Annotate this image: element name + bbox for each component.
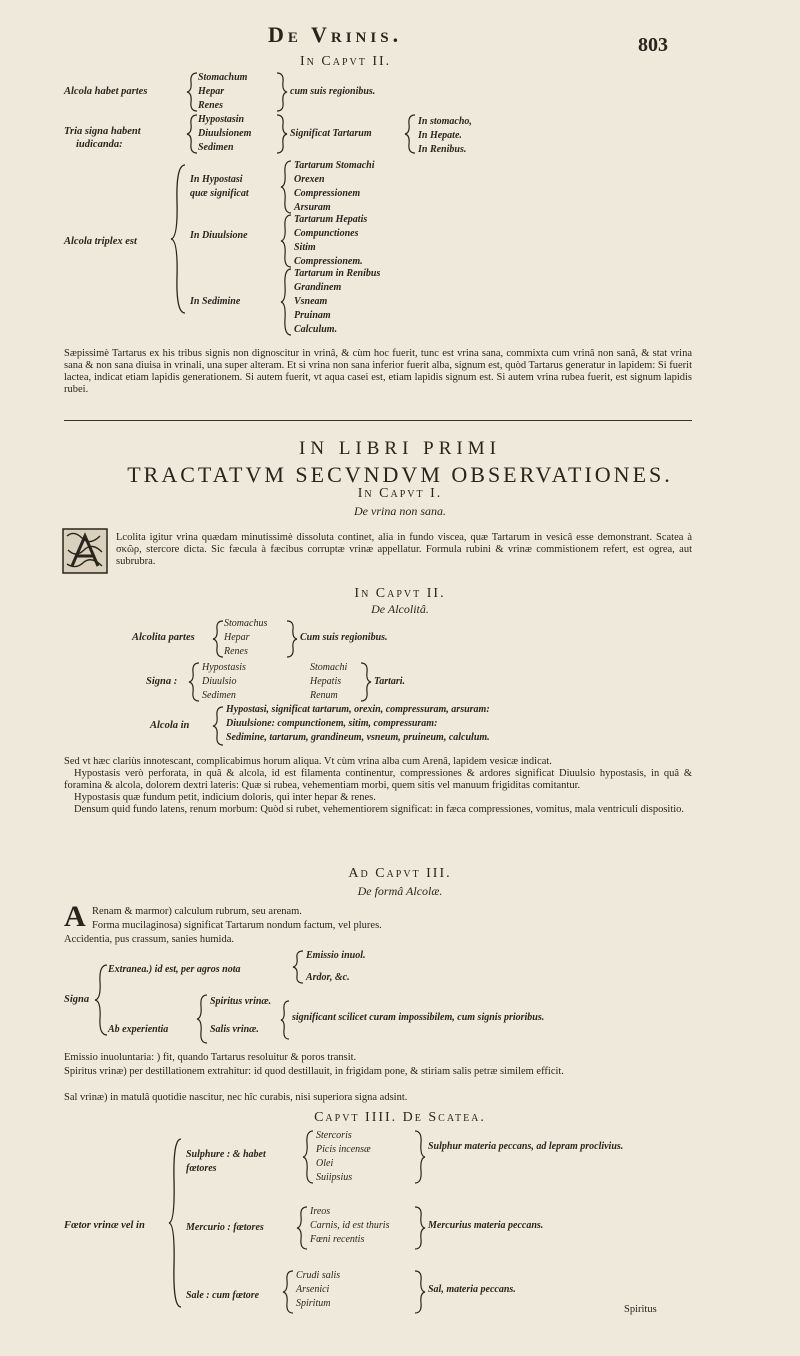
diuulsione-item: Compunctiones [294,228,359,239]
cap3-text-line: Sal vrinæ) in matulâ quotidie nascitur, nec hîc curabis, nisi superiora signa adsint. [64,1092,408,1103]
sedimine-item: Grandinem [294,282,342,293]
tria-signa-item: Sedimen [198,142,234,153]
brace-icon [280,1000,290,1040]
brace-icon [296,1206,308,1250]
extranea-item: Ardor, &c. [306,972,350,983]
brace-icon [360,662,372,702]
chapter-heading: In Capvt I. [357,486,443,501]
alcola-in-label: Alcola in [150,720,190,731]
alcolita-part-item: Hepar [224,632,250,643]
brace-icon [212,620,224,658]
signa-mid-item: Stomachi [310,662,348,673]
cap3-text-line: Renam & marmor) calculum rubrum, seu arenam. [92,906,302,917]
sulphure-item: Olei [316,1158,334,1169]
diuulsione-label: In Diuulsione [190,230,248,241]
signa-item: Diuulsio [202,676,237,687]
brace-icon [94,964,108,1036]
mercurio-result: Mercurius materia peccans. [428,1220,544,1231]
tria-signa-result: In stomacho, [418,116,472,127]
alcolita-partes-label: Alcolita partes [132,632,195,643]
mercurio-item: Fœni recentis [310,1234,365,1245]
signa-label: Signa : [146,676,178,687]
sulphure-item: Stercoris [316,1130,352,1141]
sedimine-item: Tartarum in Renibus [294,268,381,279]
brace-icon [186,114,198,154]
brace-icon [302,1130,314,1184]
signa-result: Tartari. [374,676,406,687]
chapter-subtitle: De Alcolitâ. [371,602,429,616]
alcola-triplex-label: Alcola triplex est [64,236,137,247]
spiritus-item: Salis vrinæ. [210,1024,259,1035]
cap3-text-line: Spiritus vrinæ) per destillationem extrahitur: id quod destillauit, in frigidam pone, & stiriam salis petræ similem efficit. [64,1066,564,1077]
tria-signa-item: Hypostasin [198,114,245,125]
alcola-in-item: Diuulsione: compunctionem, sitim, compressuram: [226,718,438,729]
hypostasi-item: Orexen [294,174,325,185]
brace-icon [414,1270,426,1314]
mercurio-item: Ireos [310,1206,331,1217]
brace-icon [276,114,288,154]
brace-icon [414,1206,426,1250]
sulphure-item: Suiipsius [316,1172,353,1183]
sale-item: Spiritum [296,1298,331,1309]
alcola-parts-label: Alcola habet partes [64,86,148,97]
cap3-text-line: Forma mucilaginosa) significat Tartarum nondum factum, vel plures. [92,920,382,931]
brace-icon [414,1130,426,1184]
ornamental-initial-icon [62,528,108,574]
hypostasi-item: Arsuram [294,202,331,213]
section-title-line2: TRACTATVM SECVNDVM OBSERVATIONES. [127,462,673,487]
chapter-subtitle: De vrina non sana. [354,504,446,518]
mercurio-label: Mercurio : fœtores [186,1222,264,1233]
diuulsione-item: Compressionem. [294,256,363,267]
section-title-line1: IN LIBRI PRIMI [299,438,501,459]
tria-signa-result: In Renibus. [418,144,467,155]
chapter-heading: In Capvt II. [300,54,392,69]
alcola-part-item: Renes [198,100,223,111]
brace-icon [280,160,292,214]
spiritus-item: Spiritus vrinæ. [210,996,272,1007]
diuulsione-item: Sitim [294,242,316,253]
brace-icon [188,662,200,702]
sedimine-item: Vsneam [294,296,328,307]
alcola-in-item: Hypostasi, significat tartarum, orexin, compressuram, arsuram: [226,704,490,715]
body-paragraph: Hypostasis verò perforata, in quâ & alcola, id est filamenta continentur, compressiones & ardores significat Diuulsio hypostasis, in quâ & foramina & alcola, dolorem dextri lateris: Quæ si rubea, vehementiam morbi, quem sitis vel manuum frigiditas comitantur. [64,768,692,791]
sedimine-item: Pruinam [294,310,331,321]
sedimine-label: In Sedimine [190,296,241,307]
tria-signa-label: iudicanda: [76,139,123,150]
brace-icon [196,994,208,1044]
divider [64,420,692,421]
tria-signa-middle: Significat Tartarum [290,128,372,139]
sale-item: Arsenici [296,1284,330,1295]
chapter-heading: Ad Capvt III. [348,866,452,881]
hypostasi-label: quæ significat [190,188,249,199]
brace-icon [280,214,292,268]
chapter-heading: In Capvt II. [354,586,446,601]
sedimine-item: Calculum. [294,324,338,335]
hypostasi-item: Tartarum Stomachi [294,160,375,171]
brace-icon [292,950,304,984]
alcola-part-item: Hepar [198,86,225,97]
body-paragraph: Sæpissimè Tartarus ex his tribus signis non dignoscitur in vrinâ, & cùm hoc fuerit, tunc est vrina sana, commixta cum vrinâ non sanâ, & stat vrina sana & non sana diuisa in vrinali, una super alteram. Et si vrina non sana inferior fuerit alba, signum est, quòd Tartarus generatur in lapidem: Si fuerit lactea, indicat etiam lapidis generationem. Si autem fuerit, vt aqua casei est, etiam lapidis signum est. Si autem vrina rubea fuerit, est signum lapidis rubei. [64,348,692,395]
brace-icon [280,268,292,336]
catchword: Spiritus [624,1304,657,1315]
sale-item: Crudi salis [296,1270,341,1281]
sale-label: Sale : cum fœtore [186,1290,260,1301]
signa-item: Sedimen [202,690,236,701]
sulphure-item: Picis incensæ [316,1144,371,1155]
alcola-parts-suffix: cum suis regionibus. [290,86,376,97]
body-paragraph: Hypostasis quæ fundum petit, indicium doloris, qui inter hepar & renes. [74,792,376,803]
sale-result: Sal, materia peccans. [428,1284,516,1295]
tria-signa-result: In Hepate. [418,130,462,141]
signa-label: Signa [64,994,90,1005]
brace-icon [286,620,298,658]
cap3-text-line: Emissio inuoluntaria: ) fit, quando Tartarus resoluitur & poros transit. [64,1052,357,1063]
extranea-label: Extranea.) id est, per agros nota [108,964,241,975]
running-title: De Vrinis. [268,22,403,47]
diuulsione-item: Tartarum Hepatis [294,214,368,225]
body-paragraph: Lcolita igitur vrina quædam minutissimè dissoluta continet, alia in fundo viscea, quæ Tartarum in vesicâ esse demonstrant. Scatea à σκῶρ, stercore dicta. Sic fæcula à fæcibus corruptæ vrinæ appellatur. Formula rubini & vrinæ commistionem refert, est ogrea, aut subrubra. [116,532,692,567]
brace-icon [170,164,186,314]
sulphure-result: Sulphur materia peccans, ad lepram proclivius. [428,1141,624,1152]
hypostasi-label: In Hypostasi [190,174,243,185]
brace-icon [168,1138,182,1308]
signa-mid-item: Renum [310,690,338,701]
body-paragraph-block [64,756,692,816]
foetor-root-label: Fœtor vrinæ vel in [64,1220,145,1231]
alcolita-part-item: Renes [224,646,248,657]
mercurio-item: Carnis, id est thuris [310,1220,390,1231]
body-paragraph: Densum quid fundo latens, renum morbum: Quòd si rubet, vehementiorem significat: in fæca compressiones, vomitus, mala ventriculi dispositio. [74,804,685,815]
drop-cap-A: A [64,900,86,933]
sulphure-label: Sulphure : & habet fœtores [186,1149,266,1174]
alcolita-part-item: Stomachus [224,618,268,629]
extranea-item: Emissio inuol. [306,950,366,961]
brace-icon [276,72,288,112]
cap3-text-line: Accidentia, pus crassum, sanies humida. [64,934,234,945]
brace-icon [282,1270,294,1314]
alcola-in-item: Sedimine, tartarum, grandineum, vsneum, pruineum, calculum. [226,732,490,743]
signa-item: Hypostasis [202,662,246,673]
tria-signa-item: Diuulsionem [198,128,252,139]
chapter-heading: Capvt IIII. De Scatea. [314,1110,486,1125]
chapter-subtitle: De formâ Alcolæ. [357,884,443,898]
page-number: 803 [638,34,668,56]
body-paragraph: Sed vt hæc clariùs innotescant, complicabimus horum aliqua. Vt cùm vrina alba cum Arenâ, lapidem vesicæ indicat. [64,756,552,767]
significant-text: significant scilicet curam impossibilem, cum signis prioribus. [292,1012,545,1023]
alcola-part-item: Stomachum [198,72,248,83]
hypostasi-item: Compressionem [294,188,361,199]
brace-icon [404,114,416,154]
brace-icon [186,72,198,112]
tria-signa-label: Tria signa habent [64,126,141,137]
brace-icon [212,706,224,746]
alcolita-partes-suffix: Cum suis regionibus. [300,632,388,643]
ab-experientia-label: Ab experientia [108,1024,169,1035]
signa-mid-item: Hepatis [310,676,342,687]
